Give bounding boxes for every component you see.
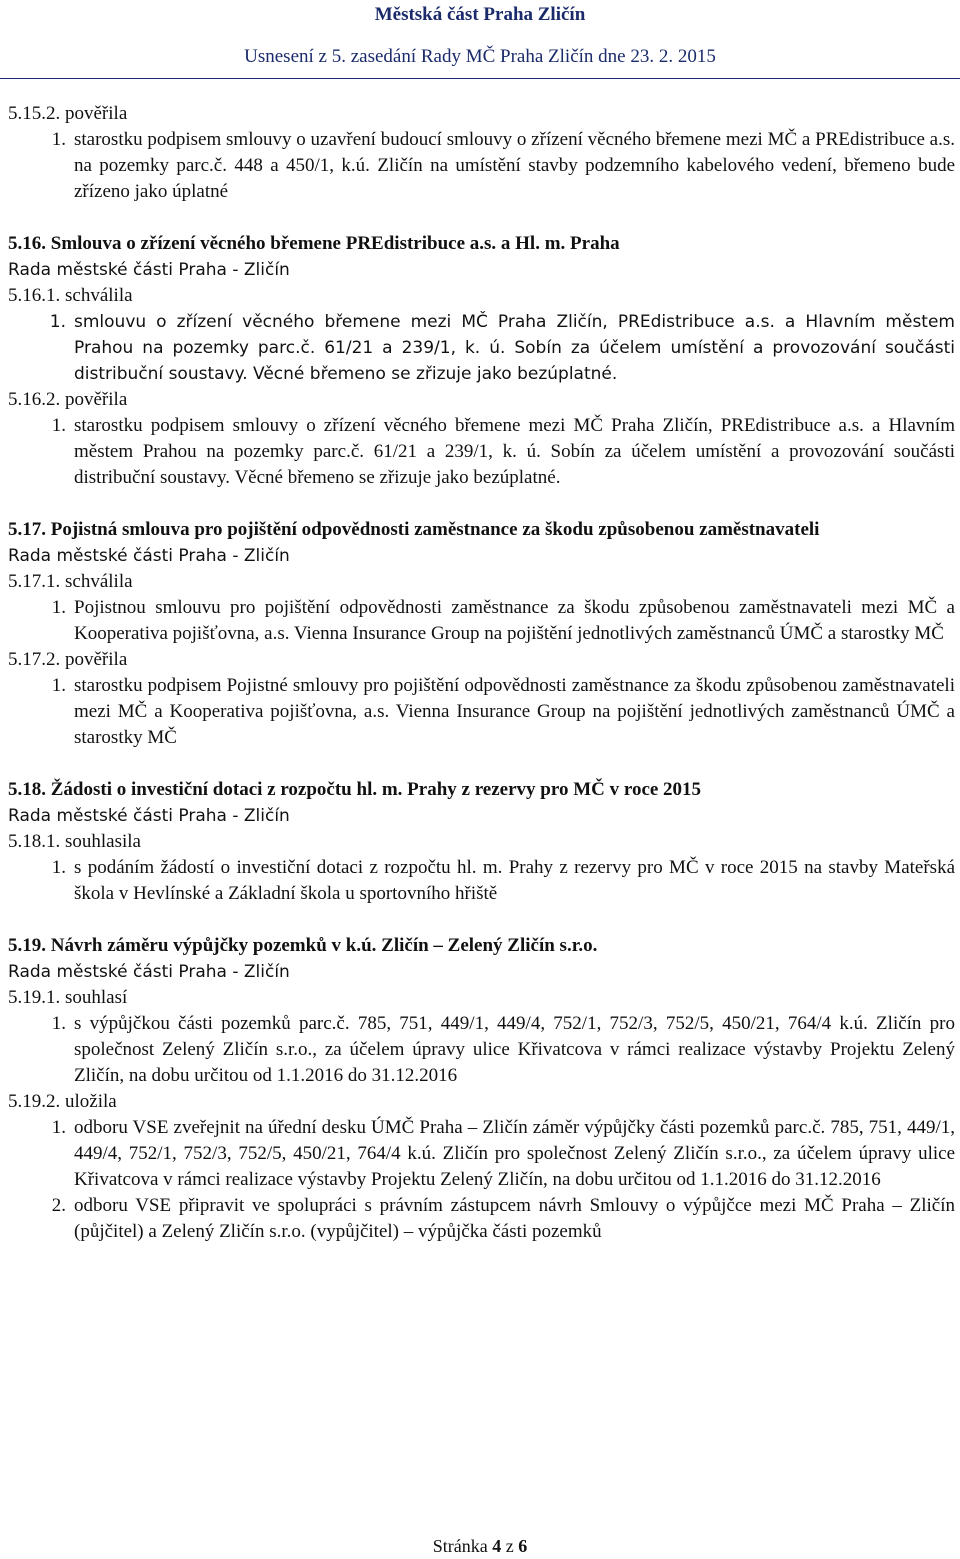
council-label: Rada městské části Praha - Zličín xyxy=(8,806,290,826)
council-label: Rada městské části Praha - Zličín xyxy=(8,546,290,566)
item-number: 1. xyxy=(51,1013,66,1034)
subsection-label: 5.15.2. pověřila xyxy=(8,103,128,124)
spacer xyxy=(8,907,955,933)
section-heading: 5.19. Návrh záměru výpůjčky pozemků v k.ú. Zličín – Zelený Zličín s.r.o. xyxy=(8,935,598,956)
header-divider xyxy=(0,78,960,79)
item-text: s podáním žádostí o investiční dotaci z rozpočtu hl. m. Prahy z rezervy pro MČ v roce 2015 na stavby Mateřská škola v Hevlínské a Základní škola u sportovního hřiště xyxy=(74,857,955,904)
resolution-item xyxy=(8,1193,955,1245)
item-number: 1. xyxy=(51,675,66,696)
item-text: smlouvu o zřízení věcného břemene mezi MČ Praha Zličín, PREdistribuce a.s. a Hlavním městem Prahou na pozemky parc.č. 61/21 a 239/1, k. ú. Sobín za účelem umístění a provozování součásti distribuční soustavy. Věcné břemeno se zřizuje jako bezúplatné. xyxy=(74,312,955,384)
subsection-label: 5.17.2. pověřila xyxy=(8,649,128,670)
item-number: 2. xyxy=(51,1195,66,1216)
item-number: 1. xyxy=(51,1117,66,1138)
footer-prefix: Stránka xyxy=(432,1536,488,1556)
item-number: 1. xyxy=(51,129,66,150)
item-number: 1. xyxy=(51,597,66,618)
page-footer xyxy=(0,1533,960,1559)
footer-page-number: 4 xyxy=(492,1536,502,1556)
item-text: s výpůjčkou části pozemků parc.č. 785, 751, 449/1, 449/4, 752/1, 752/3, 752/5, 450/21, 764/4 k.ú. Zličín pro společnost Zelený Zličín s.r.o., za účelem úpravy ulice Křivatcova v rámci realizace výstavby Projektu Zelený Zličín, na dobu určitou od 1.1.2016 do 31.12.2016 xyxy=(74,1013,955,1086)
footer-page-total: 6 xyxy=(518,1536,528,1556)
footer-middle: z xyxy=(505,1536,514,1556)
subsection-label: 5.17.1. schválila xyxy=(8,571,133,592)
spacer xyxy=(8,751,955,777)
resolution-item xyxy=(8,673,955,751)
resolution-item xyxy=(8,1115,955,1193)
resolution-item xyxy=(8,309,955,387)
resolution-item xyxy=(8,1011,955,1089)
item-number: 1. xyxy=(51,857,66,878)
subsection-label: 5.16.2. pověřila xyxy=(8,389,128,410)
spacer xyxy=(8,205,955,231)
subsection-label: 5.19.1. souhlasí xyxy=(8,987,128,1008)
resolution-item xyxy=(8,595,955,647)
council-label: Rada městské části Praha - Zličín xyxy=(8,962,290,982)
document-header-subtitle: Usnesení z 5. zasedání Rady MČ Praha Zličín dne 23. 2. 2015 xyxy=(244,46,716,67)
item-text: starostku podpisem Pojistné smlouvy pro pojištění odpovědnosti zaměstnance za škodu způsobenou zaměstnavateli mezi MČ a Kooperativa pojišťovna, a.s. Vienna Insurance Group na pojištění jednotlivých zaměstnanců ÚMČ a starostky MČ xyxy=(74,675,955,748)
resolution-item xyxy=(8,413,955,491)
item-text: starostku podpisem smlouvy o uzavření budoucí smlouvy o zřízení věcného břemene mezi MČ a PREdistribuce a.s. na pozemky parc.č. 448 a 450/1, k.ú. Zličín na umístění stavby podzemního kabelového vedení, břemeno bude zřízeno jako úplatné xyxy=(74,129,955,202)
subsection-label: 5.19.2. uložila xyxy=(8,1091,117,1112)
section-heading: 5.18. Žádosti o investiční dotaci z rozpočtu hl. m. Prahy z rezervy pro MČ v roce 2015 xyxy=(8,779,702,800)
item-text: starostku podpisem smlouvy o zřízení věcného břemene mezi MČ Praha Zličín, PREdistribuce a.s. a Hlavním městem Prahou na pozemky parc.č. 61/21 a 239/1, k. ú. Sobín za účelem umístění a provozování součásti distribuční soustavy. Věcné břemeno se zřizuje jako bezúplatné. xyxy=(74,415,955,488)
spacer xyxy=(8,491,955,517)
document-body xyxy=(8,101,955,1245)
item-text: odboru VSE zveřejnit na úřední desku ÚMČ Praha – Zličín záměr výpůjčky části pozemků parc.č. 785, 751, 449/1, 449/4, 752/1, 752/3, 752/5, 450/21, 764/4 k.ú. Zličín pro společnost Zelený Zličín s.r.o., za účelem úpravy ulice Křivatcova v rámci realizace výstavby Projektu Zelený Zličín, na dobu určitou od 1.1.2016 do 31.12.2016 xyxy=(74,1117,955,1190)
subsection-label: 5.16.1. schválila xyxy=(8,285,133,306)
document-header-title: Městská část Praha Zličín xyxy=(374,4,586,25)
resolution-item xyxy=(8,855,955,907)
council-label: Rada městské části Praha - Zličín xyxy=(8,260,290,280)
item-number: 1. xyxy=(49,312,66,332)
item-text: odboru VSE připravit ve spolupráci s právním zástupcem návrh Smlouvy o výpůjčce mezi MČ Praha – Zličín (půjčitel) a Zelený Zličín s.r.o. (vypůjčitel) – výpůjčka části pozemků xyxy=(74,1195,955,1242)
section-heading: 5.17. Pojistná smlouva pro pojištění odpovědnosti zaměstnance za škodu způsobenou zaměstnavateli xyxy=(8,519,820,540)
resolution-item xyxy=(8,127,955,205)
section-heading: 5.16. Smlouva o zřízení věcného břemene PREdistribuce a.s. a Hl. m. Praha xyxy=(8,233,620,254)
item-text: Pojistnou smlouvu pro pojištění odpovědnosti zaměstnance za škodu způsobenou zaměstnavateli mezi MČ a Kooperativa pojišťovna, a.s. Vienna Insurance Group na pojištění jednotlivých zaměstnanců ÚMČ a starostky MČ xyxy=(74,597,955,644)
subsection-label: 5.18.1. souhlasila xyxy=(8,831,141,852)
item-number: 1. xyxy=(51,415,66,436)
